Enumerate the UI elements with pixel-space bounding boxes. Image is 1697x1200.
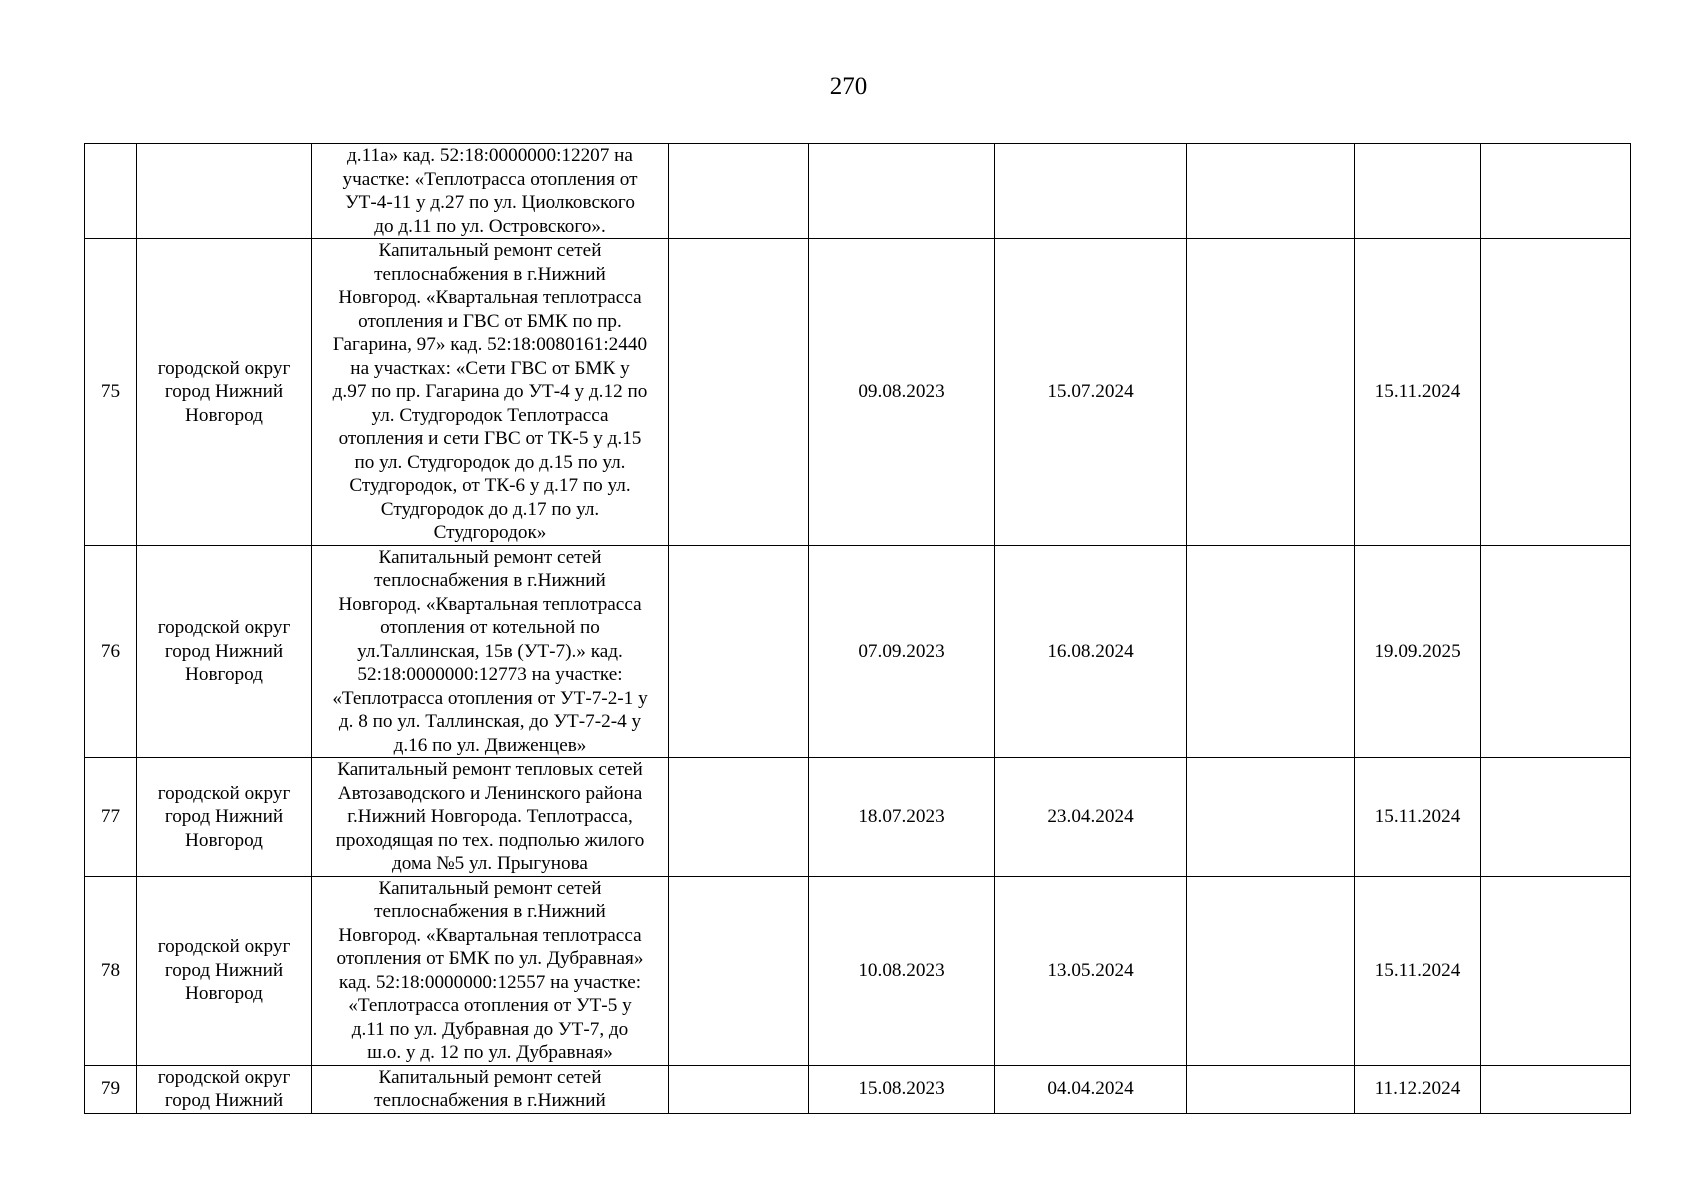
empty-cell	[1481, 239, 1631, 546]
empty-cell	[1481, 545, 1631, 758]
description-cell: Капитальный ремонт сетей теплоснабжения в г.Нижний Новгород. «Квартальная теплотрасса отопления от БМК по ул. Дубравная» кад. 52:18:0000000:12557 на участке: «Теплотрасса отопления от УТ-5 у д.11 по ул. Дубравная до УТ-7, до ш.о. у д. 12 по ул. Дубравная»	[312, 876, 669, 1065]
row-number-cell: 79	[85, 1065, 137, 1113]
row-number-cell: 75	[85, 239, 137, 546]
start-date-cell: 09.08.2023	[809, 239, 995, 546]
empty-cell	[1187, 876, 1355, 1065]
municipality-cell	[137, 144, 312, 239]
page-number: 270	[829, 73, 868, 100]
empty-cell	[1481, 1065, 1631, 1113]
description-cell: д.11а» кад. 52:18:0000000:12207 на участке: «Теплотрасса отопления от УТ-4-11 у д.27 по ул. Циолковского до д.11 по ул. Островского».	[312, 144, 669, 239]
empty-cell	[1187, 545, 1355, 758]
works-table	[84, 143, 1631, 1114]
empty-cell	[1187, 758, 1355, 877]
empty-cell	[669, 876, 809, 1065]
empty-cell	[1187, 144, 1355, 239]
table-row	[85, 876, 1631, 1065]
empty-cell	[1187, 239, 1355, 546]
empty-cell	[669, 239, 809, 546]
date-cell: 23.04.2024	[995, 758, 1187, 877]
description-cell: Капитальный ремонт сетей теплоснабжения в г.Нижний Новгород. «Квартальная теплотрасса отопления от котельной по ул.Таллинская, 15в (УТ-7).» кад. 52:18:0000000:12773 на участке: «Теплотрасса отопления от УТ-7-2-1 у д. 8 по ул. Таллинская, до УТ-7-2-4 у д.16 по ул. Движенцев»	[312, 545, 669, 758]
end-date-cell: 15.11.2024	[1355, 876, 1481, 1065]
municipality-cell: городской округ город Нижний Новгород	[137, 545, 312, 758]
date-cell: 16.08.2024	[995, 545, 1187, 758]
empty-cell	[1481, 876, 1631, 1065]
table-row	[85, 239, 1631, 546]
end-date-cell: 15.11.2024	[1355, 239, 1481, 546]
end-date-cell: 15.11.2024	[1355, 758, 1481, 877]
municipality-cell: городской округ город Нижний Новгород	[137, 239, 312, 546]
end-date-cell: 19.09.2025	[1355, 545, 1481, 758]
table-row	[85, 758, 1631, 877]
table-row	[85, 1065, 1631, 1113]
municipality-cell: городской округ город Нижний Новгород	[137, 876, 312, 1065]
row-number-cell: 78	[85, 876, 137, 1065]
empty-cell	[1187, 1065, 1355, 1113]
municipality-cell: городской округ город Нижний Новгород	[137, 758, 312, 877]
row-number-cell: 77	[85, 758, 137, 877]
table-row	[85, 144, 1631, 239]
row-number-cell: 76	[85, 545, 137, 758]
description-cell: Капитальный ремонт сетей теплоснабжения в г.Нижний Новгород. «Квартальная теплотрасса отопления и ГВС от БМК по пр. Гагарина, 97» кад. 52:18:0080161:2440 на участках: «Сети ГВС от БМК у д.97 по пр. Гагарина до УТ-4 у д.12 по ул. Студгородок Теплотрасса отопления и сети ГВС от ТК-5 у д.15 по ул. Студгородок до д.15 по ул. Студгородок, от ТК-6 у д.17 по ул. Студгородок до д.17 по ул. Студгородок»	[312, 239, 669, 546]
date-cell	[995, 144, 1187, 239]
description-cell: Капитальный ремонт сетей теплоснабжения в г.Нижний	[312, 1065, 669, 1113]
empty-cell	[669, 758, 809, 877]
empty-cell	[669, 144, 809, 239]
empty-cell	[1481, 144, 1631, 239]
date-cell: 04.04.2024	[995, 1065, 1187, 1113]
table-row	[85, 545, 1631, 758]
end-date-cell	[1355, 144, 1481, 239]
description-cell: Капитальный ремонт тепловых сетей Автозаводского и Ленинского района г.Нижний Новгорода. Теплотрасса, проходящая по тех. подполью жилого дома №5 ул. Прыгунова	[312, 758, 669, 877]
empty-cell	[669, 1065, 809, 1113]
empty-cell	[669, 545, 809, 758]
date-cell: 15.07.2024	[995, 239, 1187, 546]
row-number-cell	[85, 144, 137, 239]
start-date-cell: 07.09.2023	[809, 545, 995, 758]
municipality-cell: городской округ город Нижний	[137, 1065, 312, 1113]
end-date-cell: 11.12.2024	[1355, 1065, 1481, 1113]
start-date-cell	[809, 144, 995, 239]
empty-cell	[1481, 758, 1631, 877]
start-date-cell: 15.08.2023	[809, 1065, 995, 1113]
start-date-cell: 10.08.2023	[809, 876, 995, 1065]
date-cell: 13.05.2024	[995, 876, 1187, 1065]
start-date-cell: 18.07.2023	[809, 758, 995, 877]
